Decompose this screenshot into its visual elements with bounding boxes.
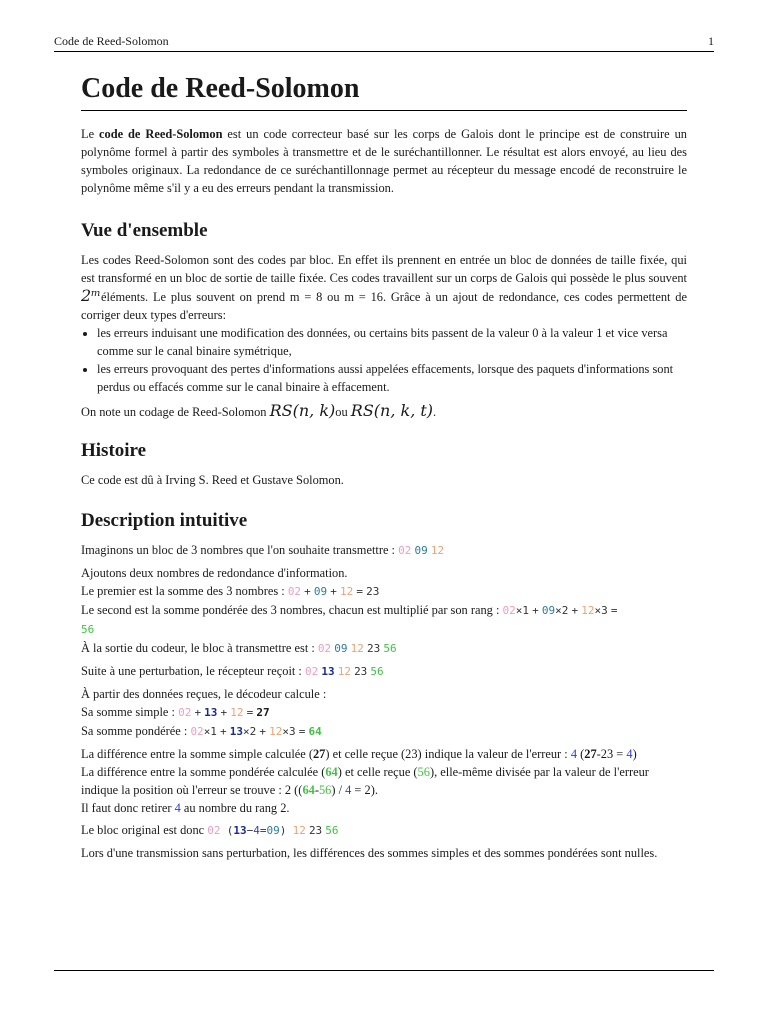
value-4: 4 [345,783,352,797]
notation-line [81,402,687,421]
running-header-title: Code de Reed-Solomon [54,34,169,48]
value-09: 09 [541,604,556,617]
value-27: 27 [256,706,270,719]
example-line-2: Ajoutons deux nombres de redondance d'information. [81,566,348,580]
example-line-12 [81,799,687,817]
plus-sign: + [571,604,579,617]
example-line-9 [81,722,687,741]
times-3: ×3 [282,725,296,738]
example-line-11 [81,763,687,799]
overview-paragraph [81,251,687,324]
example-line-3 [81,582,687,601]
plus-sign: + [220,725,227,738]
value-13: 13 [229,725,244,738]
value-12: 12 [581,604,595,617]
example-text: La différence entre la somme pondérée calculée ( [81,765,326,779]
value-64: 64 [302,783,315,797]
example-text: = 2). [351,783,378,797]
math-rs-n-k-t: RS(n, k, t) [350,401,434,420]
list-item: • les erreurs provoquant des pertes d'informations aussi appelées effacements, lorsque des paquets d'informations sont perdus ou effacés comme sur le canal binaire à effacement. [97,360,687,396]
value-4: 4 [570,747,578,761]
value-27: 27 [312,747,326,761]
example-line-1 [81,541,687,560]
intro-pre: Le [81,127,100,141]
example-line-13: Le bloc original est donc 02 (13−4=09) 12 23 56 [81,823,339,837]
value-23: 23 [366,585,380,598]
equals-sign: = [356,585,363,598]
list-item: • les erreurs induisant une modification des données, ou certains bits passent de la valeur 0 à la valeur 1 et vice versa comme sur le canal binaire symétrique, [97,324,687,360]
equals-sign: = [246,706,254,719]
example-line-4 [81,601,687,639]
example-text: au nombre du rang 2. [180,801,290,815]
page-number: 1 [708,34,714,48]
example-text: Sa somme pondérée : [81,724,188,738]
example-text: Suite à une perturbation, le récepteur reçoit : [81,664,302,678]
times-1: ×1 [515,604,530,617]
intro-paragraph [81,125,687,197]
value-12: 12 [230,706,244,719]
plus-sign: + [220,706,228,719]
example-line-6 [81,662,687,681]
equals-sign: = [259,824,267,837]
example-text: Le second est la somme pondérée des 3 nombres, chacun est multiplié par son rang : [81,603,500,617]
example-text: ) / [331,783,346,797]
math-rs-n-k: RS(n, k) [269,401,336,420]
value-12: 12 [337,665,351,678]
example-text: ), elle-même divisée par la valeur de l'erreur indique la position où l'erreur se trouve : 2 (( [81,765,649,797]
value-64: 64 [325,765,338,779]
times-1: ×1 [203,725,217,738]
example-text: Imaginons un bloc de 3 nombres que l'on souhaite transmettre : [81,543,395,557]
value-12: 12 [350,642,364,655]
intro-post: est un code correcteur basé sur les corps de Galois dont le principe est de construire un polynôme formel à partir des symboles à transmettre et de le suréchantillonner. Le résultat est alors envoyé, au lieu des symboles originaux. La redondance de ce suréchantillonnage permet au récepteur du message encodé de reconstruire le polynôme même s'il y a eu des erreurs pendant la transmission. [81,127,687,195]
value-56: 56 [417,765,430,779]
value-02: 02 [317,642,332,655]
value-02: 02 [190,725,204,738]
value-09: 09 [313,585,328,598]
heading-description-intuitive: Description intuitive [81,510,248,531]
example-text: Le bloc original est donc [81,823,205,837]
value-13: 13 [204,706,218,719]
plus-sign: + [532,604,539,617]
value-02: 02 [207,824,221,837]
overview-text-after: éléments. Le plus souvent on prend m = 8 ou m = 16. Grâce à un ajout de redondance, ces codes permettent de corriger deux types d'erreurs: [81,290,687,322]
running-header [54,34,714,49]
times-3: ×3 [594,604,608,617]
value-64: 64 [308,725,322,738]
value-56: 56 [81,623,95,636]
plus-sign: + [194,706,202,719]
value-56: 56 [370,665,384,678]
header-rule [54,51,714,52]
value-09: 09 [266,824,280,837]
value-12: 12 [430,544,445,557]
value-4: 4 [626,747,633,761]
value-13: 13 [233,824,247,837]
plus-sign: + [330,585,337,598]
math-2-power-m: 2ᵐ [81,286,101,305]
times-2: ×2 [243,725,257,738]
value-23: 23 [354,665,368,678]
equals-sign: = [610,604,618,617]
value-4: 4 [253,824,260,837]
plus-sign: + [259,725,267,738]
example-text: La différence entre la somme simple calculée ( [81,747,313,761]
value-56: 56 [383,642,397,655]
example-line-14: Lors d'une transmission sans perturbation, les différences des sommes simples et des sommes pondérées sont nulles. [81,846,658,860]
example-text: À la sortie du codeur, le bloc à transmettre est : [81,641,315,655]
example-text: Sa somme simple : [81,705,175,719]
example-text: Il faut donc retirer [81,801,175,815]
value-13: 13 [321,665,335,678]
article [81,72,687,862]
value-27: 27 [584,747,597,761]
heading-vue-ensemble: Vue d'ensemble [81,220,208,241]
value-02: 02 [398,544,412,557]
intro-bold-term: code de Reed-Solomon [99,127,223,141]
notation-ou: ou [335,405,348,419]
equals-sign: = [298,725,306,738]
value-02: 02 [304,665,319,678]
minus-sign: - [314,783,319,797]
overview-text: Les codes Reed-Solomon sont des codes par bloc. En effet ils prennent en entrée un bloc de données de taille fixée, qui est transformé en un bloc de sortie de taille fixée. Ces codes travaillent sur un corps de Galois qui possède le plus souvent [81,253,687,285]
notation-end: . [433,405,437,419]
value-02: 02 [287,585,302,598]
value-23: 23 [308,824,323,837]
value-12: 12 [269,725,283,738]
minus-sign: − [246,824,254,837]
example-line-7: À partir des données reçues, le décodeur calcule : [81,687,327,701]
value-09: 09 [334,642,348,655]
example-text: ) et celle reçue (23) indique la valeur de l'erreur : [325,747,568,761]
heading-histoire: Histoire [81,440,147,461]
error-types-list [81,324,687,396]
plus-sign: + [304,585,311,598]
value-4: 4 [174,801,181,815]
times-2: ×2 [555,604,569,617]
value-09: 09 [414,544,428,557]
value-23: 23 [367,642,381,655]
example-text: ) et celle reçue ( [337,765,418,779]
example-line-8 [81,703,687,722]
value-12: 12 [292,824,306,837]
value-02: 02 [502,604,516,617]
value-56: 56 [325,824,339,837]
notation-text: On note un codage de Reed-Solomon [81,405,267,419]
value-56: 56 [318,783,332,797]
example-line-5 [81,639,687,658]
page-title: Code de Reed-Solomon [81,72,687,111]
history-paragraph: Ce code est dû à Irving S. Reed et Gustave Solomon. [81,473,344,487]
example-line-10: La différence entre la somme simple calculée (27) et celle reçue (23) indique la valeur de l'erreur : 4 (27-23 = 4) [81,747,637,761]
value-02: 02 [178,706,192,719]
footer-rule [54,970,714,971]
example-text: Le premier est la somme des 3 nombres : [81,584,285,598]
minus-sign: - [596,747,601,761]
value-12: 12 [340,585,354,598]
